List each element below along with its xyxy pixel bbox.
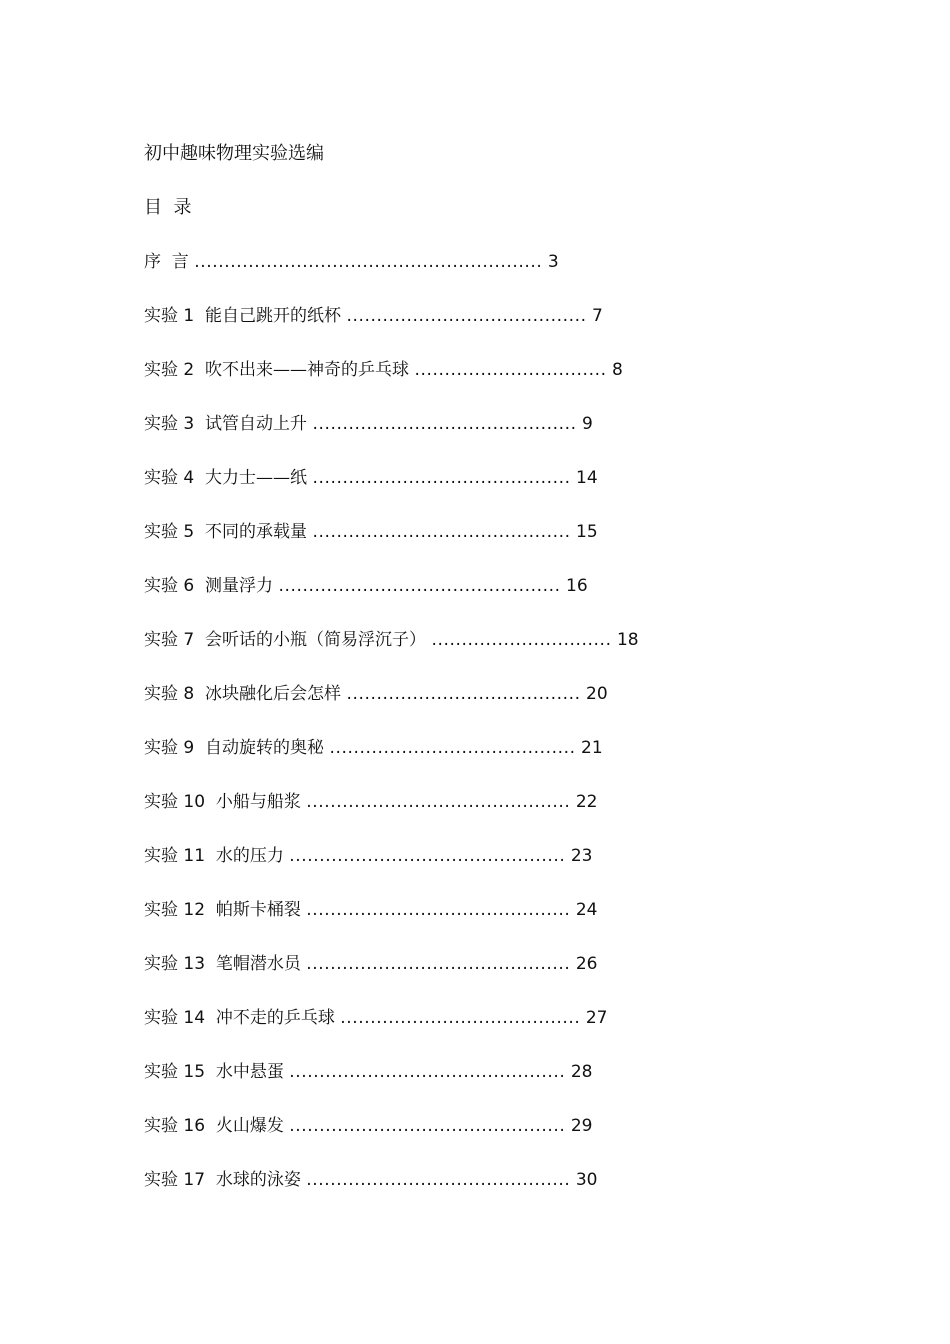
toc-entry-title: 吹不出来——神奇的乒乓球 xyxy=(205,360,410,380)
toc-entry-leader: .......................................................... xyxy=(194,252,543,272)
toc-entry-title: 火山爆发 xyxy=(215,1116,284,1136)
toc-entry-page: 14 xyxy=(576,468,598,488)
toc-entry-experiment-7[interactable] xyxy=(144,626,844,654)
toc-entry-leader: ................................ xyxy=(414,360,607,380)
toc-entry-leader: ............................................ xyxy=(306,900,571,920)
toc-entry-title: 冰块融化后会怎样 xyxy=(205,684,342,704)
toc-entry-page: 8 xyxy=(611,360,623,380)
toc-entry-title: 笔帽潜水员 xyxy=(215,954,301,974)
toc-entry-leader: .............................................. xyxy=(289,846,566,866)
toc-entry-label: 实验 5 xyxy=(144,522,195,542)
toc-entry-experiment-11[interactable] xyxy=(144,842,844,870)
toc-entry-page: 27 xyxy=(585,1008,608,1028)
toc-entry-leader: .............................................. xyxy=(289,1116,566,1136)
toc-entry-leader: ............................................ xyxy=(306,1170,571,1190)
toc-entry-experiment-16[interactable] xyxy=(144,1112,844,1140)
toc-entry-leader: ........................................ xyxy=(346,306,587,326)
toc-entry-preface[interactable] xyxy=(144,248,844,276)
toc-entry-experiment-9[interactable] xyxy=(144,734,844,762)
toc-entry-label: 实验 13 xyxy=(144,954,206,974)
toc-entry-page: 3 xyxy=(547,252,559,272)
toc-entry-title: 不同的承载量 xyxy=(205,522,308,542)
toc-entry-page: 21 xyxy=(581,738,603,758)
toc-entry-experiment-17[interactable] xyxy=(144,1166,844,1194)
toc-entry-label: 实验 12 xyxy=(144,900,206,920)
toc-entry-title: 会听话的小瓶（简易浮沉子） xyxy=(205,630,427,650)
toc-heading: 目 录 xyxy=(144,197,192,218)
toc-entry-label: 实验 16 xyxy=(144,1116,206,1136)
toc-entry-leader: .............................................. xyxy=(289,1062,566,1082)
toc-entry-experiment-13[interactable] xyxy=(144,950,844,978)
toc-entry-experiment-6[interactable] xyxy=(144,572,844,600)
toc-entry-page: 26 xyxy=(575,954,598,974)
toc-entry-label: 实验 2 xyxy=(144,360,195,380)
toc-entry-title: 自动旋转的奥秘 xyxy=(205,738,325,758)
toc-entry-page: 15 xyxy=(576,522,598,542)
toc-entry-leader: ........................................... xyxy=(312,468,571,488)
toc-entry-title: 大力士——纸 xyxy=(205,468,308,488)
toc-entry-page: 30 xyxy=(575,1170,598,1190)
toc-entry-page: 23 xyxy=(570,846,593,866)
toc-entry-leader: ............................................ xyxy=(306,954,571,974)
toc-entry-leader: .............................. xyxy=(431,630,612,650)
toc-entry-experiment-15[interactable] xyxy=(144,1058,844,1086)
toc-entry-experiment-5[interactable] xyxy=(144,518,844,546)
document-page xyxy=(144,140,844,1194)
toc-entry-leader: ........................................ xyxy=(340,1008,581,1028)
toc-entry-title: 水球的泳姿 xyxy=(215,1170,301,1190)
toc-entry-experiment-4[interactable] xyxy=(144,464,844,492)
toc-entry-page: 28 xyxy=(570,1062,593,1082)
toc-entry-page: 18 xyxy=(616,630,639,650)
toc-entry-leader: ......................................... xyxy=(329,738,576,758)
toc-entry-experiment-14[interactable] xyxy=(144,1004,844,1032)
toc-entry-title: 试管自动上升 xyxy=(205,414,308,434)
toc-entry-leader: ............................................ xyxy=(312,414,577,434)
toc-entry-title: 能自己跳开的纸杯 xyxy=(205,306,342,326)
toc-entry-label: 实验 15 xyxy=(144,1062,206,1082)
toc-entry-experiment-10[interactable] xyxy=(144,788,844,816)
toc-entry-page: 20 xyxy=(586,684,608,704)
toc-entry-label: 实验 3 xyxy=(144,414,195,434)
toc-entry-label: 实验 6 xyxy=(144,576,195,596)
toc-entry-label: 实验 7 xyxy=(144,630,195,650)
toc-entry-title: 测量浮力 xyxy=(205,576,274,596)
toc-entry-label: 实验 4 xyxy=(144,468,195,488)
toc-entry-experiment-12[interactable] xyxy=(144,896,844,924)
toc-entry-page: 22 xyxy=(575,792,598,812)
toc-entry-experiment-1[interactable] xyxy=(144,302,844,330)
toc-entry-experiment-8[interactable] xyxy=(144,680,844,708)
toc-entry-label: 序 言 xyxy=(144,252,189,272)
toc-entry-page: 29 xyxy=(570,1116,593,1136)
toc-entry-page: 7 xyxy=(592,306,603,326)
toc-entry-leader: ....................................... xyxy=(346,684,581,704)
toc-entry-experiment-3[interactable] xyxy=(144,410,844,438)
toc-entry-page: 24 xyxy=(575,900,598,920)
toc-entry-leader: ............................................ xyxy=(306,792,571,812)
toc-entry-title: 帕斯卡桶裂 xyxy=(215,900,301,920)
toc-entry-title: 小船与船浆 xyxy=(215,792,301,812)
toc-entry-experiment-2[interactable] xyxy=(144,356,844,384)
document-title: 初中趣味物理实验选编 xyxy=(144,143,324,164)
toc-entry-title: 水中悬蛋 xyxy=(215,1062,284,1082)
toc-entry-label: 实验 11 xyxy=(144,846,206,866)
toc-entry-label: 实验 1 xyxy=(144,306,195,326)
toc-entry-label: 实验 10 xyxy=(144,792,206,812)
table-of-contents xyxy=(144,248,844,1194)
toc-entry-title: 冲不走的乒乓球 xyxy=(215,1008,335,1028)
toc-entry-leader: ........................................... xyxy=(312,522,571,542)
toc-entry-label: 实验 14 xyxy=(144,1008,206,1028)
toc-entry-label: 实验 17 xyxy=(144,1170,206,1190)
toc-entry-page: 9 xyxy=(582,414,593,434)
toc-entry-page: 16 xyxy=(566,576,588,596)
toc-entry-leader: ............................................... xyxy=(278,576,561,596)
toc-entry-title: 水的压力 xyxy=(215,846,284,866)
toc-entry-label: 实验 9 xyxy=(144,738,195,758)
toc-entry-label: 实验 8 xyxy=(144,684,195,704)
